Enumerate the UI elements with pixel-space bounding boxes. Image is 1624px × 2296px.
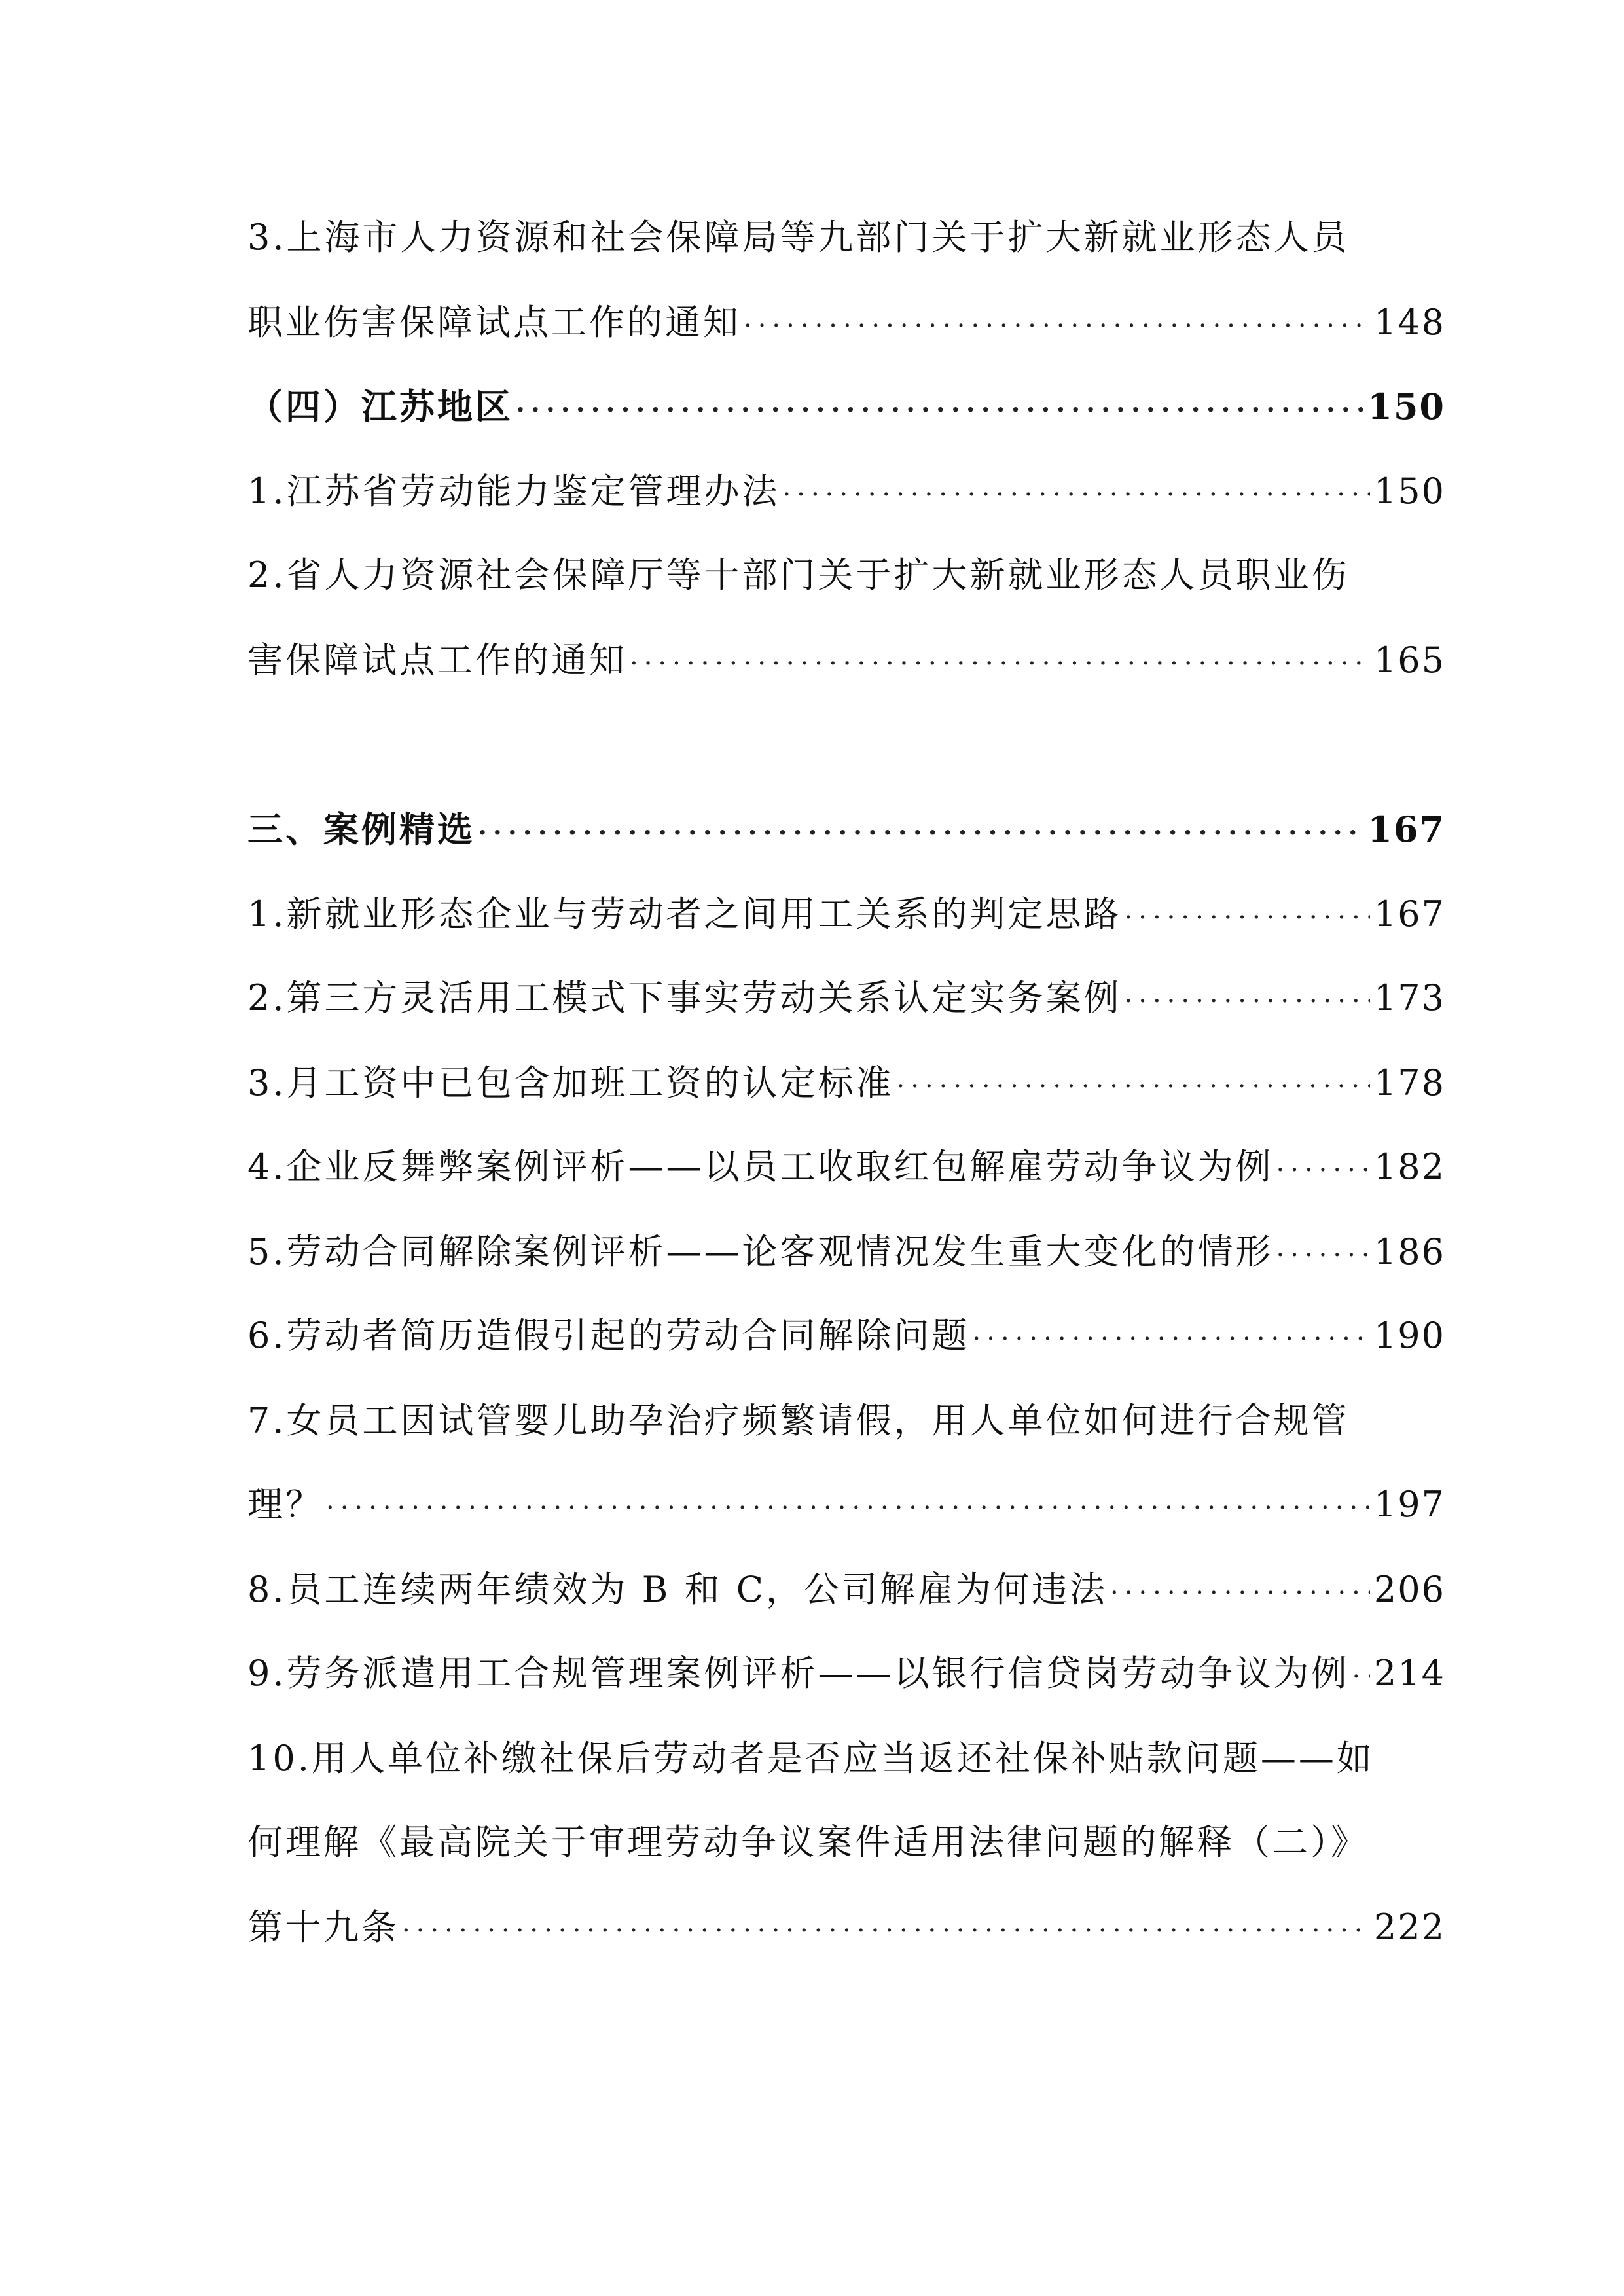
- toc-entry-text: 三、案例精选: [247, 808, 475, 850]
- toc-dot-leader: [1352, 1653, 1370, 1700]
- toc-dot-leader: [402, 1907, 1370, 1954]
- toc-dot-leader: [1110, 1570, 1370, 1617]
- toc-entry[interactable]: [247, 1060, 1445, 1110]
- toc-dot-leader: [1125, 978, 1370, 1025]
- toc-section-heading[interactable]: [247, 806, 1445, 857]
- toc-entry[interactable]: [247, 1481, 1445, 1532]
- toc-entry[interactable]: [247, 1229, 1445, 1279]
- toc-entry-continued: [247, 1819, 1445, 1866]
- toc-page-number: 206: [1373, 1569, 1445, 1610]
- toc-entry[interactable]: [247, 1312, 1445, 1363]
- toc-page-number: 150: [1373, 471, 1445, 512]
- toc-dot-leader: [1276, 1147, 1370, 1194]
- toc-entry-text: 第十九条: [247, 1907, 399, 1948]
- toc-entry[interactable]: [247, 1143, 1445, 1194]
- toc-page-number: 186: [1373, 1231, 1445, 1272]
- toc-entry-continued: [247, 1397, 1445, 1444]
- toc-entry-text: 2.省人力资源社会保障厅等十部门关于扩大新就业形态人员职业伤: [247, 554, 1350, 596]
- toc-page-number: 173: [1373, 977, 1445, 1018]
- toc-entry[interactable]: [247, 891, 1445, 941]
- toc-page-number: 182: [1373, 1146, 1445, 1187]
- toc-section-heading[interactable]: [247, 383, 1445, 434]
- toc-page-number: 190: [1373, 1315, 1445, 1356]
- toc-entry-text: 5.劳动合同解除案例评析——论客观情况发生重大变化的情形: [247, 1231, 1274, 1272]
- toc-entry[interactable]: [247, 1904, 1445, 1954]
- toc-entry[interactable]: [247, 1650, 1445, 1700]
- toc-page-number: 178: [1373, 1062, 1445, 1103]
- toc-entry-text: 3.月工资中已包含加班工资的认定标准: [247, 1062, 894, 1103]
- toc-entry-text: 8.员工连续两年绩效为 B 和 C，公司解雇为何违法: [247, 1569, 1108, 1610]
- toc-entry-text: 害保障试点工作的通知: [247, 639, 627, 681]
- toc-entry[interactable]: [247, 1566, 1445, 1617]
- toc-entry-text: 职业伤害保障试点工作的通知: [247, 302, 741, 343]
- toc-dot-leader: [973, 1316, 1370, 1363]
- toc-page-number: 197: [1373, 1484, 1445, 1525]
- toc-dot-leader: [326, 1484, 1370, 1532]
- toc-page-number: 148: [1373, 302, 1445, 343]
- toc-page-number: 165: [1373, 639, 1445, 681]
- toc-page-number: 214: [1373, 1653, 1445, 1694]
- toc-entry-text: （四）江苏地区: [247, 386, 513, 427]
- toc-dot-leader: [478, 810, 1363, 857]
- toc-dot-leader: [783, 471, 1370, 518]
- toc-entry-text: 理？: [247, 1484, 323, 1525]
- toc-dot-leader: [744, 302, 1370, 350]
- toc-dot-leader: [1276, 1232, 1370, 1279]
- toc-entry-text: 1.新就业形态企业与劳动者之间用工关系的判定思路: [247, 893, 1122, 935]
- toc-dot-leader: [1125, 894, 1370, 941]
- toc-entry-text: 6.劳动者简历造假引起的劳动合同解除问题: [247, 1315, 970, 1356]
- toc-entry-text: 9.劳务派遣用工合规管理案例评析——以银行信贷岗劳动争议为例: [247, 1653, 1350, 1694]
- toc-entry-continued: [247, 214, 1445, 261]
- toc-entry-text: 7.女员工因试管婴儿助孕治疗频繁请假，用人单位如何进行合规管: [247, 1400, 1350, 1441]
- toc-entry-text: 何理解《最高院关于审理劳动争议案件适用法律问题的解释（二）》: [247, 1821, 1369, 1863]
- toc-page-number: 150: [1367, 386, 1445, 427]
- toc-dot-leader: [630, 640, 1370, 687]
- toc-entry[interactable]: [247, 468, 1445, 518]
- toc-entry-continued: [247, 1735, 1445, 1782]
- toc-page-number: 167: [1373, 893, 1445, 935]
- toc-page-number: 222: [1373, 1907, 1445, 1948]
- toc-entry-text: 1.江苏省劳动能力鉴定管理办法: [247, 471, 780, 512]
- toc-dot-leader: [516, 387, 1363, 434]
- toc-entry[interactable]: [247, 637, 1445, 687]
- toc-entry-text: 4.企业反舞弊案例评析——以员工收取红包解雇劳动争议为例: [247, 1146, 1274, 1187]
- toc-dot-leader: [897, 1063, 1370, 1110]
- toc-entry[interactable]: [247, 299, 1445, 350]
- toc-entry-text: 3.上海市人力资源和社会保障局等九部门关于扩大新就业形态人员: [247, 217, 1350, 258]
- toc-page-number: 167: [1367, 808, 1445, 850]
- toc-entry-text: 2.第三方灵活用工模式下事实劳动关系认定实务案例: [247, 977, 1122, 1018]
- toc-entry-text: 10.用人单位补缴社保后劳动者是否应当返还社保补贴款问题——如: [247, 1738, 1375, 1779]
- toc-entry-continued: [247, 552, 1445, 599]
- toc-entry[interactable]: [247, 975, 1445, 1025]
